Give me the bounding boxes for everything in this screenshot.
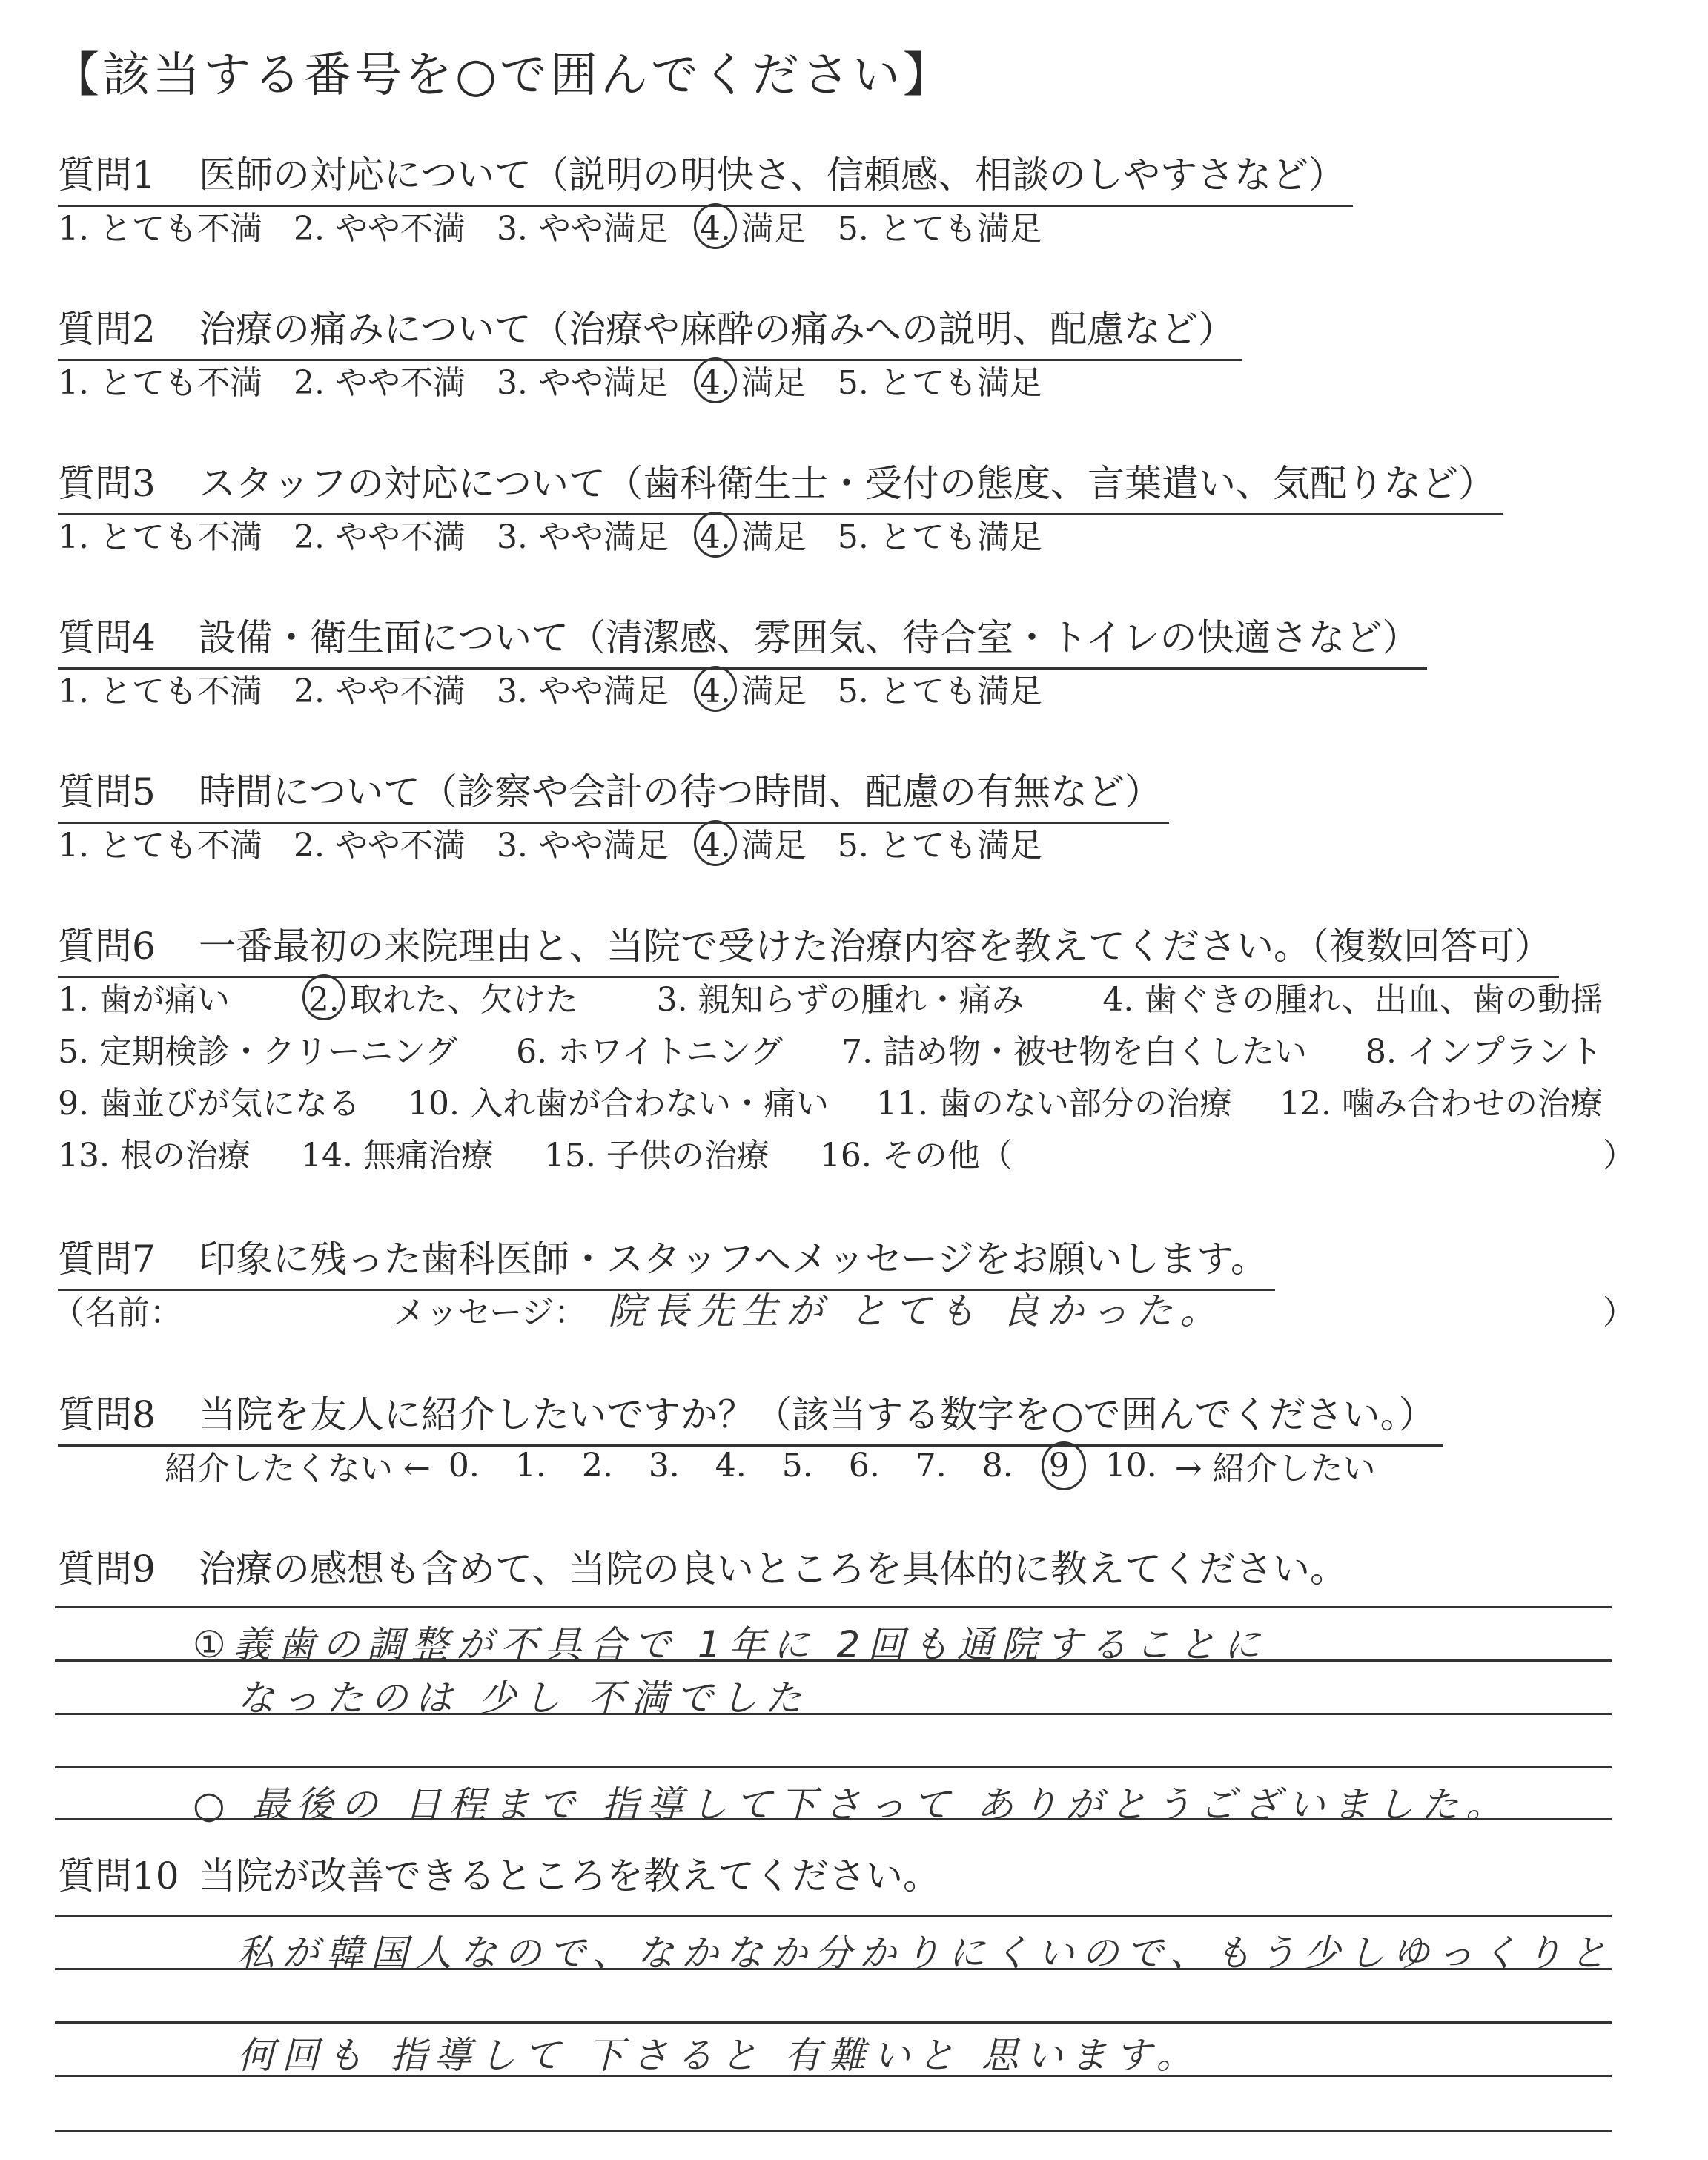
q6-options-row-2 — [58, 1025, 1634, 1072]
q5-option-2[interactable]: 2. やや不満 — [293, 827, 466, 865]
q2-option-2[interactable]: 2. やや不満 — [293, 364, 466, 402]
q2-option-5[interactable]: 5. とても満足 — [837, 364, 1042, 402]
q3-option-3[interactable]: 3. やや満足 — [496, 518, 669, 556]
q8-scale-0[interactable]: 0. — [448, 1446, 480, 1484]
q1-option-5[interactable]: 5. とても満足 — [837, 210, 1042, 248]
q8-right-label: → 紹介したい — [1174, 1450, 1376, 1487]
q1-text: 医師の対応について（説明の明快さ、信頼感、相談のしやすさなど） — [199, 153, 1345, 196]
q5-text: 時間について（診察や会計の待つ時間、配慮の有無など） — [199, 770, 1162, 813]
q5-number: 質問5 — [58, 770, 156, 813]
q3-options[interactable] — [58, 510, 1073, 558]
q6-text: 一番最初の来院理由と、当院で受けた治療内容を教えてください。（複数回答可） — [199, 925, 1552, 968]
q3-option-1[interactable]: 1. とても不満 — [58, 518, 262, 556]
q8-scale[interactable] — [165, 1441, 1376, 1489]
q1-heading — [58, 145, 1353, 207]
q5-option-5[interactable]: 5. とても満足 — [837, 827, 1042, 865]
q6-option-8[interactable]: 8. インプラント — [1366, 1033, 1603, 1071]
q6-option-11[interactable]: 11. 歯のない部分の治療 — [876, 1085, 1232, 1123]
q7-message-handwritten[interactable]: 院長先生が とても 良かった。 — [608, 1289, 1225, 1332]
q7-name-label: （名前： — [52, 1294, 182, 1332]
q4-option-3[interactable]: 3. やや満足 — [496, 673, 669, 710]
q4-option-1[interactable]: 1. とても不満 — [58, 673, 262, 710]
q2-option-4[interactable]: 4. 満足 — [700, 356, 807, 403]
q9-heading — [58, 1539, 1347, 1593]
q9-answer-line-1[interactable]: ①義歯の調整が不具合で 1年に 2回も通院することに — [193, 1623, 1268, 1666]
q10-heading — [58, 1846, 940, 1900]
q9-rule-5 — [55, 1818, 1612, 1820]
q6-option-5[interactable]: 5. 定期検診・クリーニング — [58, 1033, 458, 1071]
q1-option-1[interactable]: 1. とても不満 — [58, 210, 262, 248]
q1-number: 質問1 — [58, 153, 156, 196]
q7-close-paren: ） — [1603, 1294, 1635, 1332]
q6-option-10[interactable]: 10. 入れ歯が合わない・痛い — [408, 1085, 829, 1123]
q6-option-3[interactable]: 3. 親知らずの腫れ・痛み — [656, 981, 1025, 1019]
q9-text: 治療の感想も含めて、当院の良いところを具体的に教えてください。 — [199, 1548, 1347, 1591]
q10-rule-2 — [55, 1968, 1612, 1970]
q5-heading — [58, 762, 1169, 824]
q10-number: 質問10 — [58, 1855, 179, 1898]
q3-option-5[interactable]: 5. とても満足 — [837, 518, 1042, 556]
q1-option-3[interactable]: 3. やや満足 — [496, 210, 669, 248]
q2-option-3[interactable]: 3. やや満足 — [496, 364, 669, 402]
q8-scale-1[interactable]: 1. — [514, 1446, 546, 1484]
q7-text: 印象に残った歯科医師・スタッフへメッセージをお願いします。 — [199, 1238, 1268, 1281]
q9-rule-3 — [55, 1713, 1612, 1715]
q6-option-7[interactable]: 7. 詰め物・被せ物を白くしたい — [841, 1033, 1308, 1071]
q8-scale-4[interactable]: 4. — [715, 1446, 747, 1484]
q6-option-9[interactable]: 9. 歯並びが気になる — [58, 1085, 360, 1123]
q2-options[interactable] — [58, 356, 1073, 403]
q7-number: 質問7 — [58, 1238, 156, 1281]
q6-options-row-1 — [58, 973, 1634, 1020]
q5-options[interactable] — [58, 819, 1073, 866]
q6-heading — [58, 916, 1559, 978]
q10-rule-4 — [55, 2075, 1612, 2077]
q9-rule-4 — [55, 1766, 1612, 1768]
page-title: 【該当する番号を○で囲んでください】 — [52, 48, 953, 103]
q4-text: 設備・衛生面について（清潔感、雰囲気、待合室・トイレの快適さなど） — [199, 616, 1420, 659]
q8-scale-6[interactable]: 6. — [848, 1446, 880, 1484]
q2-heading — [58, 300, 1242, 361]
q8-text: 当院を友人に紹介したいですか？（該当する数字を○で囲んでください。） — [199, 1393, 1436, 1436]
q6-option-13[interactable]: 13. 根の治療 — [58, 1137, 251, 1175]
q6-option-14[interactable]: 14. 無痛治療 — [300, 1137, 494, 1175]
q6-option-2[interactable]: 2. 取れた、欠けた — [308, 973, 578, 1020]
q2-option-1[interactable]: 1. とても不満 — [58, 364, 262, 402]
q9-number: 質問9 — [58, 1548, 156, 1591]
q8-left-label: 紹介したくない ← — [165, 1450, 431, 1487]
q10-answer-line-1[interactable]: 私が韓国人なので、なかなか分かりにくいので、もう少しゆっくりと — [237, 1932, 1615, 1975]
q4-option-5[interactable]: 5. とても満足 — [837, 673, 1042, 710]
q10-answer-line-2[interactable]: 何回も 指導して 下さると 有難いと 思います。 — [237, 2034, 1201, 2077]
q5-option-4[interactable]: 4. 満足 — [700, 819, 807, 866]
q8-scale-5[interactable]: 5. — [781, 1446, 813, 1484]
q6-number: 質問6 — [58, 925, 156, 968]
q10-text: 当院が改善できるところを教えてください。 — [199, 1855, 940, 1898]
q2-number: 質問2 — [58, 308, 156, 351]
q10-rule-5 — [55, 2130, 1612, 2132]
q4-options[interactable] — [58, 664, 1073, 712]
q3-text: スタッフの対応について（歯科衛生士・受付の態度、言葉遣い、気配りなど） — [199, 462, 1495, 505]
q4-number: 質問4 — [58, 616, 156, 659]
q4-option-2[interactable]: 2. やや不満 — [293, 673, 466, 710]
q9-answer-line-2[interactable]: なったのは 少し 不満でした — [237, 1677, 810, 1720]
q3-heading — [58, 454, 1503, 515]
q8-scale-2[interactable]: 2. — [581, 1446, 613, 1484]
q6-option-6[interactable]: 6. ホワイトニング — [516, 1033, 784, 1071]
q8-scale-9[interactable]: 9 — [1048, 1446, 1070, 1484]
q1-option-4[interactable]: 4. 満足 — [700, 202, 807, 249]
q6-option-12[interactable]: 12. 噛み合わせの治療 — [1280, 1085, 1603, 1123]
q8-heading — [58, 1385, 1443, 1447]
q6-options-row-3 — [58, 1077, 1634, 1124]
q8-scale-8[interactable]: 8. — [982, 1446, 1013, 1484]
q3-option-2[interactable]: 2. やや不満 — [293, 518, 466, 556]
q6-option-16[interactable]: 16. その他（ — [819, 1137, 1013, 1175]
q9-answer-line-4[interactable]: ○ 最後の 日程まで 指導して下さって ありがとうございました。 — [193, 1783, 1511, 1826]
q6-options-row-4 — [58, 1129, 1634, 1176]
q5-option-1[interactable]: 1. とても不満 — [58, 827, 262, 865]
q8-number: 質問8 — [58, 1393, 156, 1436]
q3-option-4[interactable]: 4. 満足 — [700, 510, 807, 558]
q9-rule-1 — [55, 1606, 1612, 1608]
q9-rule-2 — [55, 1659, 1612, 1662]
q7-message-label: メッセージ： — [393, 1294, 587, 1332]
q6-option-4[interactable]: 4. 歯ぐきの腫れ、出血、歯の動揺 — [1102, 981, 1603, 1019]
q3-number: 質問3 — [58, 462, 156, 505]
q10-rule-1 — [55, 1915, 1612, 1917]
q2-text: 治療の痛みについて（治療や麻酔の痛みへの説明、配慮など） — [199, 308, 1235, 351]
q5-option-3[interactable]: 3. やや満足 — [496, 827, 669, 865]
q6-option-15[interactable]: 15. 子供の治療 — [543, 1137, 769, 1175]
q10-rule-3 — [55, 2021, 1612, 2024]
q1-option-2[interactable]: 2. やや不満 — [293, 210, 466, 248]
q6-other-close-paren: ） — [1603, 1137, 1635, 1175]
q8-scale-10[interactable]: 10. — [1105, 1446, 1157, 1484]
q6-option-1[interactable]: 1. 歯が痛い — [58, 981, 230, 1019]
q8-scale-3[interactable]: 3. — [648, 1446, 680, 1484]
q4-option-4[interactable]: 4. 満足 — [700, 664, 807, 712]
q8-scale-7[interactable]: 7. — [915, 1446, 947, 1484]
q1-options[interactable] — [58, 202, 1073, 249]
q4-heading — [58, 608, 1427, 670]
